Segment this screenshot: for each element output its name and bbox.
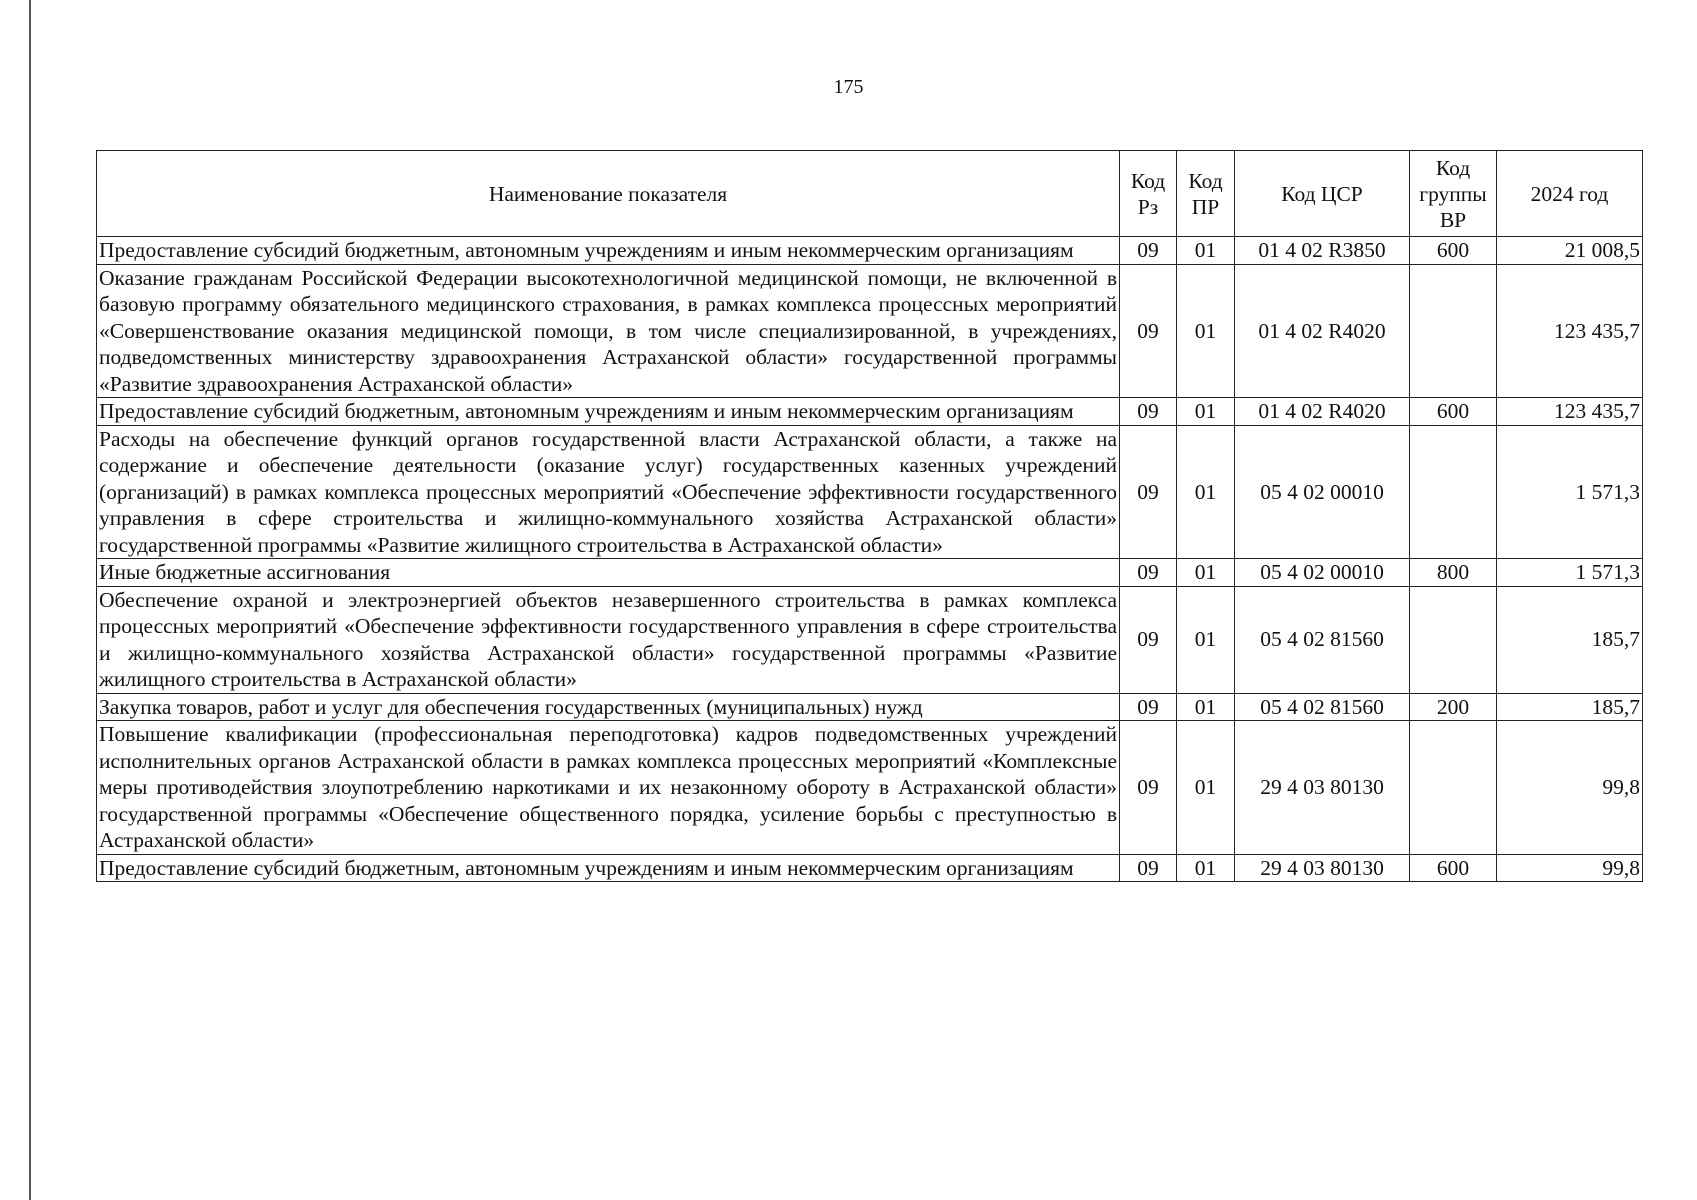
row-amount: 123 435,7 bbox=[1497, 264, 1643, 398]
row-rz: 09 bbox=[1120, 693, 1177, 721]
table-row bbox=[97, 264, 1643, 398]
table-row bbox=[97, 559, 1643, 587]
row-name: Повышение квалификации (профессиональная переподготовка) кадров подведомственных учреждений исполнительных органов Астраханской области в рамках комплекса процессных мероприятий «Комплексные меры противодействия злоупотреблению наркотиками и их незаконному обороту в Астраханской области» государственной программы «Обеспечение общественного порядка, усиление борьбы с преступностью в Астраханской области» bbox=[97, 721, 1120, 855]
row-amount: 99,8 bbox=[1497, 721, 1643, 855]
row-rz: 09 bbox=[1120, 721, 1177, 855]
row-name: Предоставление субсидий бюджетным, автономным учреждениям и иным некоммерческим организациям bbox=[97, 237, 1120, 265]
row-vr bbox=[1410, 586, 1497, 693]
row-pr: 01 bbox=[1177, 854, 1235, 882]
row-name: Предоставление субсидий бюджетным, автономным учреждениям и иным некоммерческим организациям bbox=[97, 854, 1120, 882]
row-vr: 600 bbox=[1410, 854, 1497, 882]
row-rz: 09 bbox=[1120, 237, 1177, 265]
row-rz: 09 bbox=[1120, 398, 1177, 426]
row-vr: 600 bbox=[1410, 237, 1497, 265]
table-row bbox=[97, 425, 1643, 559]
row-pr: 01 bbox=[1177, 721, 1235, 855]
row-rz: 09 bbox=[1120, 586, 1177, 693]
row-csr: 05 4 02 00010 bbox=[1235, 425, 1410, 559]
row-csr: 01 4 02 R3850 bbox=[1235, 237, 1410, 265]
row-vr bbox=[1410, 425, 1497, 559]
row-vr bbox=[1410, 721, 1497, 855]
header-rz: Код Рз bbox=[1120, 151, 1177, 237]
table-row bbox=[97, 854, 1643, 882]
table-row bbox=[97, 721, 1643, 855]
budget-table bbox=[96, 150, 1643, 882]
row-csr: 05 4 02 81560 bbox=[1235, 693, 1410, 721]
row-csr: 01 4 02 R4020 bbox=[1235, 398, 1410, 426]
header-pr: Код ПР bbox=[1177, 151, 1235, 237]
header-year: 2024 год bbox=[1497, 151, 1643, 237]
row-name: Предоставление субсидий бюджетным, автономным учреждениям и иным некоммерческим организациям bbox=[97, 398, 1120, 426]
row-pr: 01 bbox=[1177, 693, 1235, 721]
page-number: 175 bbox=[833, 76, 864, 98]
row-amount: 99,8 bbox=[1497, 854, 1643, 882]
row-csr: 29 4 03 80130 bbox=[1235, 854, 1410, 882]
header-csr: Код ЦСР bbox=[1235, 151, 1410, 237]
row-name: Закупка товаров, работ и услуг для обеспечения государственных (муниципальных) нужд bbox=[97, 693, 1120, 721]
row-pr: 01 bbox=[1177, 586, 1235, 693]
row-csr: 05 4 02 00010 bbox=[1235, 559, 1410, 587]
row-amount: 1 571,3 bbox=[1497, 425, 1643, 559]
header-vr: Код группы ВР bbox=[1410, 151, 1497, 237]
row-amount: 1 571,3 bbox=[1497, 559, 1643, 587]
header-name: Наименование показателя bbox=[97, 151, 1120, 237]
row-rz: 09 bbox=[1120, 425, 1177, 559]
row-pr: 01 bbox=[1177, 237, 1235, 265]
table-header-row bbox=[97, 151, 1643, 237]
row-csr: 01 4 02 R4020 bbox=[1235, 264, 1410, 398]
row-name: Обеспечение охраной и электроэнергией объектов незавершенного строительства в рамках комплекса процессных мероприятий «Обеспечение эффективности государственного управления в сфере строительства и жилищно-коммунального хозяйства Астраханской области» государственной программы «Развитие жилищного строительства в Астраханской области» bbox=[97, 586, 1120, 693]
table-row bbox=[97, 398, 1643, 426]
row-pr: 01 bbox=[1177, 559, 1235, 587]
page-edge-line bbox=[29, 0, 31, 1200]
row-amount: 21 008,5 bbox=[1497, 237, 1643, 265]
row-csr: 29 4 03 80130 bbox=[1235, 721, 1410, 855]
row-amount: 123 435,7 bbox=[1497, 398, 1643, 426]
row-vr: 600 bbox=[1410, 398, 1497, 426]
row-rz: 09 bbox=[1120, 559, 1177, 587]
row-csr: 05 4 02 81560 bbox=[1235, 586, 1410, 693]
row-amount: 185,7 bbox=[1497, 586, 1643, 693]
row-name: Расходы на обеспечение функций органов государственной власти Астраханской области, а также на содержание и обеспечение деятельности (оказание услуг) государственных казенных учреждений (организаций) в рамках комплекса процессных мероприятий «Обеспечение эффективности государственного управления в сфере строительства и жилищно-коммунального хозяйства Астраханской области» государственной программы «Развитие жилищного строительства в Астраханской области» bbox=[97, 425, 1120, 559]
table-row bbox=[97, 237, 1643, 265]
row-pr: 01 bbox=[1177, 425, 1235, 559]
row-pr: 01 bbox=[1177, 264, 1235, 398]
table-row bbox=[97, 586, 1643, 693]
row-rz: 09 bbox=[1120, 264, 1177, 398]
row-name: Оказание гражданам Российской Федерации высокотехнологичной медицинской помощи, не включенной в базовую программу обязательного медицинского страхования, в рамках комплекса процессных мероприятий «Совершенствование оказания медицинской помощи, в том числе специализированной, в учреждениях, подведомственных министерству здравоохранения Астраханской области» государственной программы «Развитие здравоохранения Астраханской области» bbox=[97, 264, 1120, 398]
row-name: Иные бюджетные ассигнования bbox=[97, 559, 1120, 587]
table-row bbox=[97, 693, 1643, 721]
row-amount: 185,7 bbox=[1497, 693, 1643, 721]
row-pr: 01 bbox=[1177, 398, 1235, 426]
row-rz: 09 bbox=[1120, 854, 1177, 882]
row-vr: 200 bbox=[1410, 693, 1497, 721]
row-vr bbox=[1410, 264, 1497, 398]
row-vr: 800 bbox=[1410, 559, 1497, 587]
